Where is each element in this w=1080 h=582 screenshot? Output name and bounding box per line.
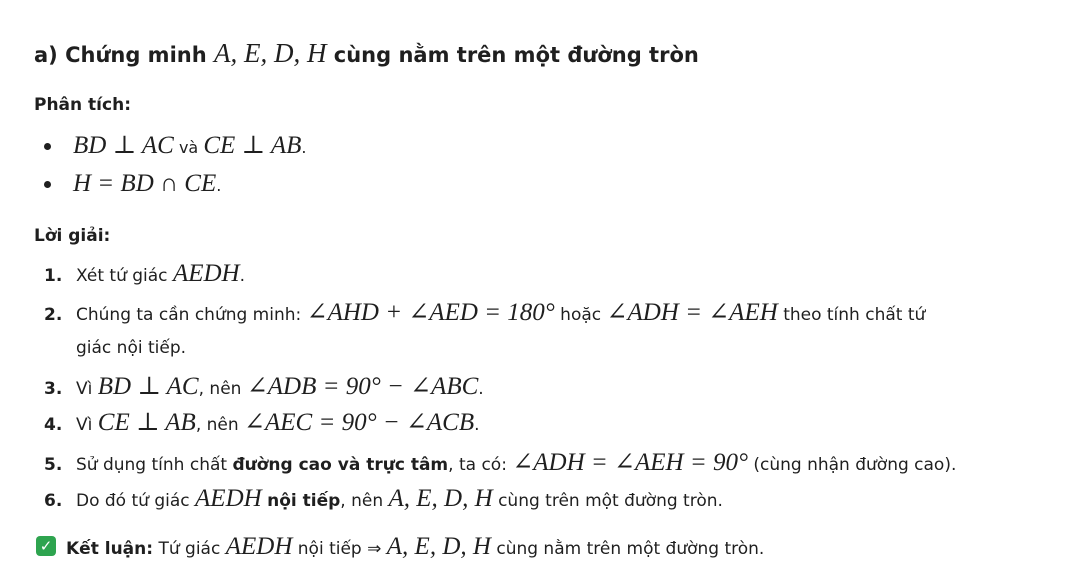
heading-prefix: a) Chứng minh	[34, 43, 207, 67]
list-item	[44, 408, 480, 440]
bullet-dot	[44, 143, 51, 150]
conclusion-math: A, E, D, H	[386, 533, 491, 560]
list-item	[44, 298, 925, 330]
step-text: .	[239, 266, 246, 286]
conclusion-text: cùng nằm trên một đường tròn.	[496, 539, 765, 559]
bullet-text: .	[216, 176, 222, 195]
step-text: Sử dụng tính chất	[76, 455, 228, 475]
step-number: 1.	[44, 266, 63, 286]
step-number: 2.	[44, 305, 63, 325]
step-math: ∠ADH = ∠AEH	[606, 299, 778, 326]
bullet-item	[44, 130, 306, 160]
bullet-text: và	[178, 138, 199, 157]
step-text: cùng trên một đường tròn.	[498, 491, 723, 511]
step-math: ∠ADB = 90° − ∠ABC	[246, 373, 479, 400]
step-number: 5.	[44, 455, 63, 475]
step-text: , nên	[198, 379, 242, 399]
heading-suffix: cùng nằm trên một đường tròn	[333, 43, 699, 67]
step-math: BD ⊥ AC	[97, 373, 199, 400]
bullet-item	[44, 170, 221, 198]
step-bold: đường cao và trực tâm	[232, 455, 449, 475]
conclusion-label: Kết luận:	[66, 539, 154, 559]
list-item	[44, 259, 245, 291]
bullet-math: H = BD ∩ CE	[73, 170, 217, 197]
bullet-text: .	[301, 138, 307, 157]
list-item	[44, 372, 484, 404]
step-bold: nội tiếp	[267, 491, 341, 511]
step-math: CE ⊥ AB	[97, 409, 196, 436]
list-item	[44, 448, 956, 480]
step-text: , nên	[340, 491, 384, 511]
conclusion-text: Tứ giác	[158, 539, 221, 559]
step-text: Vì	[76, 415, 93, 435]
step-math: AEDH	[172, 260, 240, 287]
step-text: , ta có:	[448, 455, 507, 475]
step-number: 4.	[44, 415, 63, 435]
bullet-math: CE ⊥ AB	[203, 132, 302, 159]
step-math: AEDH	[195, 485, 262, 512]
step-text: Vì	[76, 379, 93, 399]
step-number: 3.	[44, 379, 63, 399]
step-text: hoặc	[560, 305, 602, 325]
step-text: Do đó tứ giác	[76, 491, 190, 511]
check-mark-icon: ✓	[36, 536, 56, 556]
conclusion-text: nội tiếp ⇒	[297, 539, 382, 559]
conclusion	[36, 533, 764, 561]
step-math: A, E, D, H	[388, 485, 493, 512]
solution-label: Lời giải:	[34, 226, 111, 246]
bullet-math: BD ⊥ AC	[73, 132, 174, 159]
step-text: Chúng ta cần chứng minh:	[76, 305, 302, 325]
conclusion-math: AEDH	[225, 533, 293, 560]
step-number: 6.	[44, 491, 63, 511]
heading-math: A, E, D, H	[213, 38, 327, 68]
step-text: .	[474, 415, 480, 435]
list-item	[44, 484, 723, 516]
bullet-dot	[44, 181, 51, 188]
step-text: (cùng nhận đường cao).	[753, 455, 957, 475]
step-text: .	[478, 379, 484, 399]
section-heading	[34, 38, 699, 69]
step-text: theo tính chất tứ	[783, 305, 926, 325]
step-text: , nên	[195, 415, 239, 435]
step-continuation: giác nội tiếp.	[76, 338, 187, 358]
analysis-label: Phân tích:	[34, 95, 131, 115]
step-math: ∠AEC = 90° − ∠ACB	[244, 409, 475, 436]
step-math: ∠AHD + ∠AED = 180°	[306, 299, 555, 326]
step-text: Xét tứ giác	[76, 266, 168, 286]
step-math: ∠ADH = ∠AEH = 90°	[512, 449, 748, 476]
